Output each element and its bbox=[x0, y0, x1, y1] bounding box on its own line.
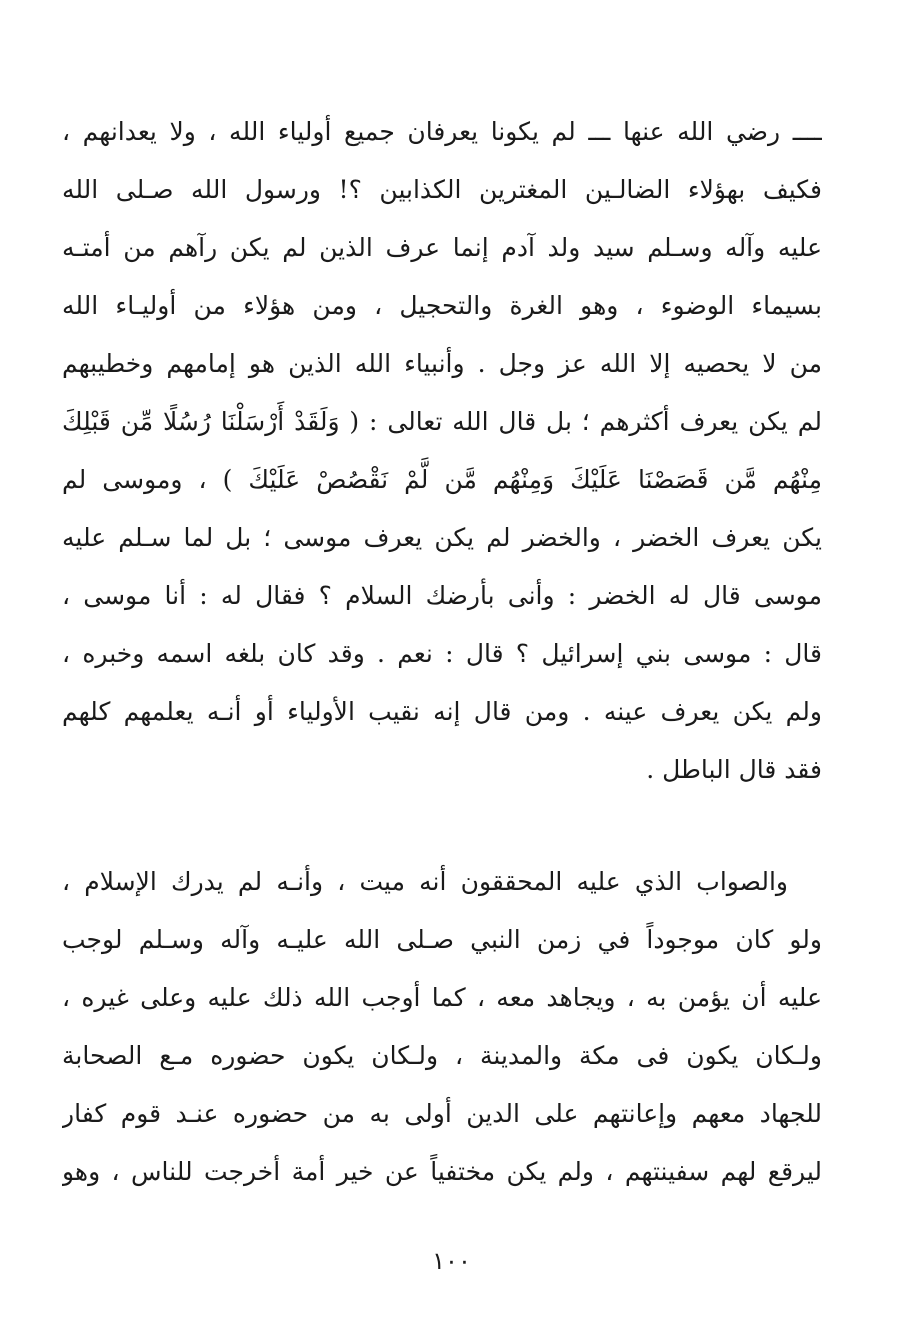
text-line: ــــ رضي الله عنها ـــ لم يكونا يعرفان جميع أولياء الله ، ولا يعدانهم ، bbox=[62, 117, 822, 146]
paragraph-2 bbox=[62, 853, 822, 1201]
text-line: فقد قال الباطل . bbox=[646, 755, 822, 784]
text-line: ليرقع لهم سفينتهم ، ولم يكن مختفياً عن خير أمة أخرجت للناس ، وهو bbox=[62, 1157, 822, 1186]
text-line: للجهاد معهم وإعانتهم على الدين أولى به من حضوره عنـد قوم كفار bbox=[62, 1099, 822, 1128]
paragraph-1 bbox=[62, 103, 822, 799]
text-line: فكيف بهؤلاء الضالـين المغترين الكذابين ؟! ورسول الله صـلى الله bbox=[62, 175, 822, 204]
text-line: قال : موسى بني إسرائيل ؟ قال : نعم . وقد كان بلغه اسمه وخبره ، bbox=[62, 639, 822, 668]
text-line: يكن يعرف الخضر ، والخضر لم يكن يعرف موسى ؛ بل لما سـلم عليه bbox=[62, 523, 822, 552]
text-line: من لا يحصيه إلا الله عز وجل . وأنبياء الله الذين هو إمامهم وخطيبهم bbox=[62, 349, 822, 378]
text-line: والصواب الذي عليه المحققون أنه ميت ، وأنـه لم يدرك الإسلام ، bbox=[62, 867, 788, 896]
text-line: بسيماء الوضوء ، وهو الغرة والتحجيل ، ومن هؤلاء من أوليـاء الله bbox=[62, 291, 822, 320]
text-line: ولو كان موجوداً في زمن النبي صـلى الله عليـه وآله وسـلم لوجب bbox=[62, 925, 822, 954]
text-line: موسى قال له الخضر : وأنى بأرضك السلام ؟ فقال له : أنا موسى ، bbox=[62, 581, 822, 610]
text-line: ولـكان يكون فى مكة والمدينة ، ولـكان يكون حضوره مـع الصحابة bbox=[62, 1041, 822, 1070]
text-line: ولم يكن يعرف عينه . ومن قال إنه نقيب الأولياء أو أنـه يعلمهم كلهم bbox=[62, 697, 822, 726]
text-line: عليه وآله وسـلم سيد ولد آدم إنما عرف الذين لم يكن رآهم من أمتـه bbox=[62, 233, 822, 262]
page-number: ١٠٠ bbox=[432, 1247, 471, 1275]
quran-verse-line: مِنْهُم مَّن قَصَصْنَا عَلَيْكَ وَمِنْهُم مَّن لَّمْ نَقْصُصْ عَلَيْكَ ) ، وموسى لم bbox=[62, 465, 822, 494]
text-line: عليه أن يؤمن به ، ويجاهد معه ، كما أوجب الله ذلك عليه وعلى غيره ، bbox=[62, 983, 822, 1012]
text-line: لم يكن يعرف أكثرهم ؛ بل قال الله تعالى : ( وَلَقَدْ أَرْسَلْنَا رُسُلًا مِّن قَبْلِكَ bbox=[62, 407, 822, 436]
